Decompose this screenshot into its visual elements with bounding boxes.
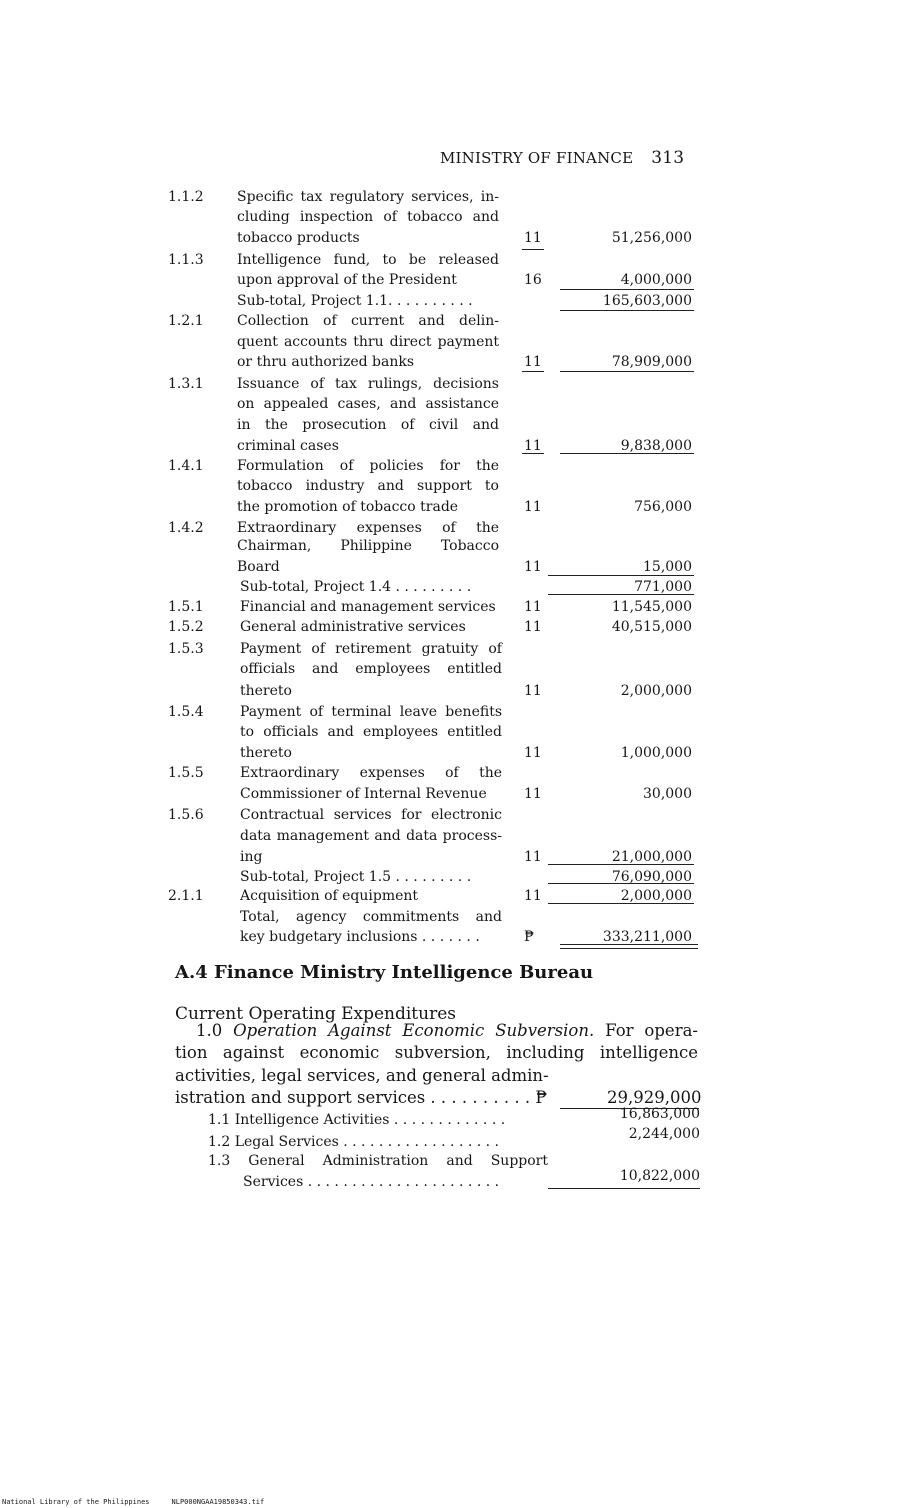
breakdown-label: 1.3 General Administration and Support	[208, 1153, 548, 1169]
para-text: For opera-	[594, 1021, 698, 1040]
amount: 333,211,000	[602, 929, 692, 945]
item-description: upon approval of the President	[237, 272, 457, 288]
item-description: General administrative services	[240, 619, 466, 635]
item-description: Extraordinary expenses of the	[237, 520, 499, 536]
breakdown-amount: 2,244,000	[628, 1126, 700, 1142]
para-text: tion against economic subversion, including intelligence	[175, 1043, 698, 1062]
item-description: key budgetary inclusions . . . . . . .	[240, 929, 480, 945]
item-description: Chairman, Philippine Tobacco	[237, 538, 499, 554]
item-description: data management and data process-	[240, 828, 502, 844]
table-row	[0, 702, 908, 722]
fund-code: 11	[524, 230, 542, 246]
table-row	[0, 394, 908, 414]
item-description: Specific tax regulatory services, in-	[237, 189, 499, 205]
fund-code: 16	[524, 272, 542, 288]
item-code: 1.4.1	[168, 458, 204, 474]
item-description: quent accounts thru direct payment	[237, 334, 499, 350]
rule-line	[548, 594, 694, 595]
item-description: Commissioner of Internal Revenue	[240, 786, 487, 802]
item-code: 1.5.3	[168, 641, 204, 657]
rule-line	[548, 575, 694, 576]
table-row	[0, 456, 908, 476]
table-row	[0, 617, 908, 637]
table-row	[0, 415, 908, 435]
para-text: activities, legal services, and general admin-	[175, 1066, 549, 1085]
amount: 51,256,000	[611, 230, 692, 246]
item-code: 1.5.6	[168, 807, 204, 823]
paragraph-line	[175, 1042, 698, 1064]
breakdown-item	[243, 1168, 700, 1192]
item-code: 1.5.1	[168, 599, 204, 615]
amount: 76,090,000	[611, 869, 692, 885]
item-code: 2.1.1	[168, 888, 204, 904]
breakdown-item	[208, 1126, 700, 1152]
table-row	[0, 374, 908, 394]
table-row	[0, 681, 908, 701]
table-row	[0, 722, 908, 742]
rule-line	[522, 371, 544, 372]
table-row	[0, 577, 908, 597]
para-heading: Operation Against Economic Subversion.	[233, 1021, 595, 1040]
item-description: ing	[240, 849, 263, 865]
table-row	[0, 847, 908, 867]
item-code: 1.5.4	[168, 704, 204, 720]
fund-code: 11	[524, 745, 542, 761]
item-description: Formulation of policies for the	[237, 458, 499, 474]
amount: 9,838,000	[620, 438, 692, 454]
breakdown-amount: 10,822,000	[619, 1168, 700, 1184]
item-description: tobacco products	[237, 230, 360, 246]
table-row	[0, 228, 908, 248]
item-description: Total, agency commitments and	[240, 909, 502, 925]
item-description: in the prosecution of civil and	[237, 417, 499, 433]
amount: 30,000	[643, 786, 692, 802]
breakdown-amount: 16,863,000	[619, 1106, 700, 1122]
rule-line	[548, 864, 694, 865]
amount: 4,000,000	[620, 272, 692, 288]
amount: 165,603,000	[602, 293, 692, 309]
item-description: criminal cases	[237, 438, 339, 454]
table-row	[0, 436, 908, 456]
item-description: Issuance of tax rulings, decisions	[237, 376, 499, 392]
fund-code: 11	[524, 559, 542, 575]
table-row	[0, 250, 908, 270]
table-row	[0, 597, 908, 617]
table-row	[0, 805, 908, 825]
table-row	[0, 291, 908, 311]
item-description: Board	[237, 559, 280, 575]
table-row	[0, 476, 908, 496]
item-description: Sub-total, Project 1.1. . . . . . . . . .	[237, 293, 473, 309]
table-row	[0, 352, 908, 372]
item-description: officials and employees entitled	[240, 661, 502, 677]
paragraph-line	[175, 1065, 698, 1087]
item-code: 1.5.2	[168, 619, 204, 635]
table-row	[0, 867, 908, 887]
table-row	[0, 497, 908, 517]
item-description: Payment of terminal leave benefits	[240, 704, 502, 720]
table-row	[0, 639, 908, 659]
fund-code: ₱	[524, 929, 534, 945]
fund-code: 11	[524, 849, 542, 865]
item-code: 1.1.3	[168, 252, 204, 268]
fund-code: 11	[524, 354, 542, 370]
item-description: Extraordinary expenses of the	[240, 765, 502, 781]
item-description: Sub-total, Project 1.5 . . . . . . . . .	[240, 869, 472, 885]
paragraph-line	[196, 1020, 698, 1042]
item-description: Intelligence fund, to be released	[237, 252, 499, 268]
item-code: 1.4.2	[168, 520, 204, 536]
item-description: Contractual services for electronic	[240, 807, 502, 823]
item-description: Sub-total, Project 1.4 . . . . . . . . .	[240, 579, 472, 595]
amount: 40,515,000	[611, 619, 692, 635]
breakdown-item	[208, 1106, 700, 1130]
item-description: Payment of retirement gratuity of	[240, 641, 502, 657]
amount: 2,000,000	[620, 683, 692, 699]
table-row	[0, 187, 908, 207]
item-code: 1.1.2	[168, 189, 204, 205]
section-subheading: Current Operating Expenditures	[175, 1004, 456, 1024]
scan-footer	[2, 1498, 264, 1506]
item-description: on appealed cases, and assistance	[237, 396, 499, 412]
item-description: cluding inspection of tobacco and	[237, 209, 499, 225]
table-row	[0, 826, 908, 846]
footer-library: National Library of the Philippines	[2, 1498, 150, 1506]
breakdown-label: 1.2 Legal Services . . . . . . . . . . . . . . . . . .	[208, 1134, 500, 1150]
amount: 15,000	[643, 559, 692, 575]
para-text: istration and support services . . . . . . . . . . ₱	[175, 1088, 547, 1107]
table-row	[0, 907, 908, 927]
amount: 771,000	[634, 579, 692, 595]
breakdown-label: 1.1 Intelligence Activities . . . . . . . . . . . . .	[208, 1112, 506, 1128]
fund-code: 11	[524, 438, 542, 454]
table-row	[0, 763, 908, 783]
rule-line	[560, 453, 694, 454]
fund-code: 11	[524, 683, 542, 699]
item-description: Collection of current and delin-	[237, 313, 499, 329]
rule-line	[560, 289, 694, 290]
rule-line	[560, 310, 694, 311]
paragraph-total: 29,929,000	[607, 1088, 702, 1107]
rule-line	[560, 371, 694, 372]
rule-line	[548, 883, 694, 884]
table-row	[0, 784, 908, 804]
item-code: 1.3.1	[168, 376, 204, 392]
fund-code: 11	[524, 888, 542, 904]
para-number: 1.0	[196, 1021, 234, 1040]
item-description: the promotion of tobacco trade	[237, 499, 459, 515]
table-row	[0, 270, 908, 290]
fund-code: 11	[524, 499, 542, 515]
fund-code: 11	[524, 619, 542, 635]
item-description: to officials and employees entitled	[240, 724, 502, 740]
item-description: tobacco industry and support to	[237, 478, 499, 494]
item-description: Financial and management services	[240, 599, 496, 615]
amount: 11,545,000	[611, 599, 692, 615]
table-row	[0, 927, 908, 947]
section-title: A.4 Finance Ministry Intelligence Bureau	[175, 962, 594, 983]
item-description: thereto	[240, 683, 292, 699]
rule-line	[522, 453, 544, 454]
rule-line	[522, 249, 544, 250]
table-row	[0, 207, 908, 227]
table-row	[0, 743, 908, 763]
breakdown-label: Services . . . . . . . . . . . . . . . . . . . . . .	[243, 1174, 500, 1190]
rule-line	[560, 944, 698, 949]
header-title: MINISTRY OF FINANCE	[440, 149, 634, 167]
amount: 756,000	[634, 499, 692, 515]
footer-filename: NLP000NGAA19850343.tif	[171, 1498, 265, 1506]
rule-line	[548, 1188, 700, 1189]
item-code: 1.2.1	[168, 313, 204, 329]
table-row	[0, 536, 908, 556]
fund-code: 11	[524, 786, 542, 802]
page-number: 313	[651, 148, 685, 168]
table-row	[0, 332, 908, 352]
fund-code: 11	[524, 599, 542, 615]
rule-line	[548, 903, 694, 904]
item-description: thereto	[240, 745, 292, 761]
amount: 21,000,000	[611, 849, 692, 865]
table-row	[0, 659, 908, 679]
item-description: or thru authorized banks	[237, 354, 415, 370]
table-row	[0, 886, 908, 906]
table-row	[0, 557, 908, 577]
item-code: 1.5.5	[168, 765, 204, 781]
amount: 1,000,000	[620, 745, 692, 761]
table-row	[0, 518, 908, 538]
running-header	[440, 148, 684, 168]
amount: 2,000,000	[620, 888, 692, 904]
amount: 78,909,000	[611, 354, 692, 370]
breakdown-item	[208, 1151, 548, 1171]
table-row	[0, 311, 908, 331]
item-description: Acquisition of equipment	[240, 888, 419, 904]
